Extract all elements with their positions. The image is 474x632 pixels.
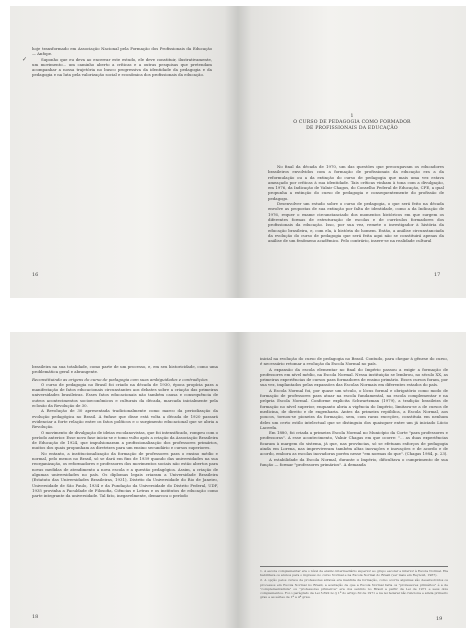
page-number: 18 xyxy=(32,614,39,620)
paragraph: No final da década de 1970, um das questões que preocupavam os educadores brasileiros envolvidos com a formação de profissionais da educação era a da reformulação ou a da extinção do curso de pedagogia que mais uma vez estava ameaçado por críticas à sua identidade. Tais críticas vinham à tona com a divulgação, em 1976, da Indicação de Valnir Chagos, do Conselho Federal de Educação, CFE, a qual propunha a extinção do curso de pedagogia e consequentemente do profissão de pedagogo. xyxy=(268,164,444,201)
paragraph: Em 1880, foi criada a primeira Escola Normal no Município da Corte "para professores e professoras". A esse acontecimento, Valnir Chagas em que ocorre: "... as duas experiências ficaram à margem do sistema, já que, nas províncias, só se efetuam esforços de pedagogia ainda em Lorena, nas impreviveram também altas inovações e inovações e de acordo e de acordo, embora as escolas inovadoras porém nesse "em normas do que". (Chagas 1984, p. 23). xyxy=(260,430,448,457)
paragraph: hoje transformado em Associação Nacional pela Formação dos Profissionais da Educação — Anfope. xyxy=(32,46,212,57)
page-number: 16 xyxy=(32,272,39,278)
paragraph: brasileira na sua totalidade, como parte de um processo, e, em seu historicidade, como uma problemática geral e abrangente. xyxy=(32,364,218,375)
section-subheading: Reconstituindo as origens do curso de pedagogia com suas ambiguidades e contradições xyxy=(32,376,208,382)
page-19 xyxy=(238,332,466,628)
chapter-number: 1 xyxy=(350,114,354,119)
page-17-body xyxy=(268,164,444,243)
footnotes xyxy=(260,566,448,600)
top-book-spread xyxy=(10,6,466,298)
page-18 xyxy=(10,332,238,628)
paragraph: Suponho que eu deva ao encerrar este estudo, ele deve constituir, ilustrativamente, um movimento... um caminho aberto a críticas e a outras pesquisas que pretendam acompanhar a nossa trajetória no busco progressiva da identidade da pedagogia e da pedagogia e na luta pela valorização social e econômica dos profissionais da educação. xyxy=(32,56,212,78)
chapter-title-line: O CURSO DE PEDAGOGIA COMO FORMADOR xyxy=(293,120,411,126)
page-number: 19 xyxy=(436,616,443,622)
footnote: 1. A escola complementar era o nível de ensino intermediário superior ao grupo escolar e inferior à Escola Normal. Ela habilitava os alunos para o ingresso no curso Normal e na Escola Normal do Brasil (ver mais em Reynold, 1967). xyxy=(260,569,448,578)
paragraph: inicial na evolução do curso de pedagogia no Brasil. Contudo, para chegar à gênese do curso, é necessário retomar a evolução da Escola Normal no país. xyxy=(260,356,448,367)
chapter-title-line: DE PROFISSIONAIS DA EDUCAÇÃO xyxy=(306,126,398,132)
paragraph: A expansão da escola elementar no final do Império passou a exigir a formação de professores em nível médio, na Escola Normal. Nessa instituição se lembrou, no século XX, as primeiras experiências de cursos para formadores de ensino primário. Esses cursos foram, por sua vez, implantados pelas expansões das Escolas Normais em diferentes estados do país. xyxy=(260,366,448,388)
page-18-body xyxy=(32,364,218,498)
paragraph: Desenvolver um estudo sobre o curso de pedagogia, o que será feito na década envolve as propostas de sua extinção por falta de identidade, como a da Indicação de 1976, requer o exame circunstanciado dos momentos históricos em que surgem os diferentes formas de estruturação de escolas e de currículos formadores dos profissionais da educação. Isso, por sua vez, remete o investigador à história da educação brasileira, e, com ela, à história do homem. Então, a análise circunstanciada da evolução do curso de pedagogia que será feita aqui não se constituirá apenas da análise de um fenômeno acadêmico. Pelo contrário, insere-se na realidade cultural xyxy=(268,201,444,244)
page-16 xyxy=(10,6,238,298)
paragraph: O curso de pedagogia no Brasil foi criado na década de 1930, época propícia para a manifestação de fatos educacionais circunstantes aos debates sobre a criação das primeiras universidades brasileiras. Esses fatos educacionais não também causa e consequência de outros acontecimentos socioeconômicos e culturais da década, marcada inicialmente pela eclosão da Revolução de 30. xyxy=(32,381,218,409)
bottom-book-spread xyxy=(10,332,466,628)
pen-tick-mark-icon: ✓ xyxy=(22,56,28,63)
paragraph: A Escola Normal foi, por quase um século, o lócus formal e obrigatório como modo de formação de professores para atuar na escola fundamental, na escola complementar e na própria Escola Normal. Conforme explicita Schwartzman (1979), a tradição brasileira de formação no nível superior, enquanto abria a vigência do Império, limitava-se a de cursos de medicina, de direito e de engenharia. Antes da primeira república, a Escola Normal, aos poucos, tornou-se pioneira da formação, sem, com raras exceções, constituía em nenhum deles um certo estilo intelectual que se distinguiu dos quaisquer entre um já iniciado Lúcio Lacerda. xyxy=(260,387,448,430)
page-16-body xyxy=(32,46,212,78)
page-number: 17 xyxy=(434,272,441,278)
paragraph: No entanto, a institucionalização da formação de professores para o ensino médio e normal, pelo menos no Brasil, só se dará em fins de 1939 quando das universidades na sua reorganização, os reformadores e professores dos movimentos sociais não estão abertos para novas medidas de atendimento a nova escola e a questão pedagógica. Assim, a criação de algumas universidades no país. Os diplomas legais criaram a Universidade Brasileira (Estatuto das Universidades Brasileiras, 1931), Distrito da Universidade do Rio de Janeiro, Universidade de São Paulo, 1934 e da Fundação da Universidade do Distrito Federal, UDF, 1935 provinha a Faculdade de Filosofia, Ciências e Letras e os institutos de educação como parte integrante da universidade. Tal fato, inegavelmente, demarcou o período xyxy=(32,450,218,499)
footnote: 2. A opção pelos cursos de professores através era mantida da formação, como ocorre algumas são desenvolvidos os processos em Escola Normal no Brasil, a aceitação de que a Escola Normal faria os "professores primários" é a de "complementarista" ou "professores primeiros" era dos sentido no Brasil a partir da Lei de 1971 e seus dois complementos. Foi o parágrafo da Lei 5.692 no § 1º do artigo 30 de 1971 e na lei federal não funciona e ainda primeiro grau e as séries de 1ª a 4ª grau. xyxy=(260,578,448,600)
paragraph: A estabilidade da Escola Normal, durante o Império, dificultava o cumprimento de sua função — formar "professores primários". A demanda xyxy=(260,456,448,467)
paragraph: A Revolução de 30 apresentada tradicionalmente como marco da periodização da evolução pedagógica no Brasil. A ênfase que disse está volta a década de 1920 passará evidenciar a forte relação entre os fatos políticos e o surgimento educacional que se abria a Revolução. xyxy=(32,408,218,430)
page-17 xyxy=(238,6,466,298)
paragraph: O movimento de divulgação de ideias escolanovistas, que foi intensificado, rompeu com o período anterior. Esse novo fase inicia-se e tomo vulto após a criação da Associação Brasileira de Educação de 1924, que impulsionaram a profissionalização dos professores primários, muitos dos quais propunham as diretrizes para um ensino secundário e cursos superiores. xyxy=(32,429,218,451)
page-19-body xyxy=(260,356,448,467)
chapter-heading xyxy=(268,114,436,133)
